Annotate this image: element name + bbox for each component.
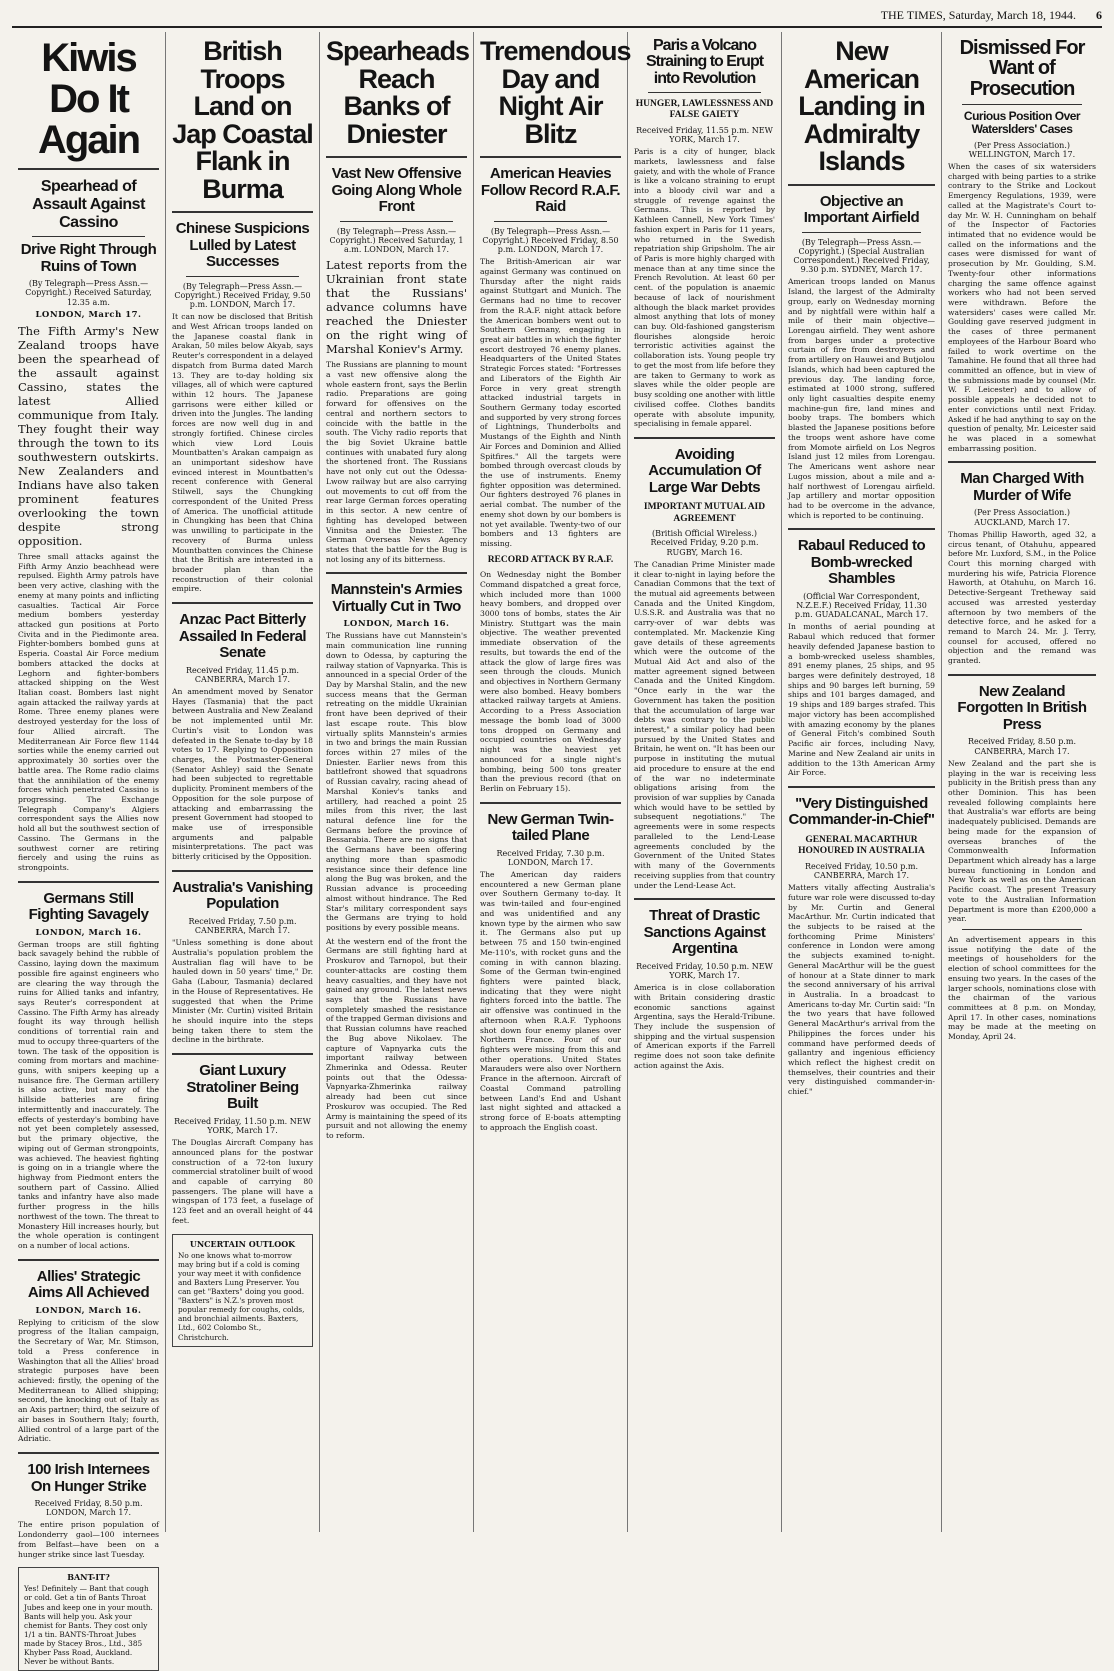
article-body: The American day raiders encountered a new German plane over Southern Germany to-day. It was twin-tailed and four-engined and was unidentified and any known type by the airmen who saw it. The Germans also put up between 75 and 150 twin-engined Me-110's, with rocket guns and the coming in with cannon blazing. Some of the German twin-engined fighters were painted black, indicating that they were night fighters forced into the battle. The air offensive was continued in the afternoon when R.A.F. Typhoons shot down four enemy planes over Northern France. Four of our fighters were missing from this and other operations. United States Marauders were also over Northern France in the afternoon. Aircraft of Coastal Command patrolling between Land's End and Ushant last night sighted and attacked a strong force of E-boats attempting to approach the English coast.: [480, 870, 621, 1132]
kicker: GENERAL MACARTHUR HONOURED IN AUSTRALIA: [798, 834, 925, 857]
column-2: [166, 32, 320, 1532]
subhead-chinese: Chinese Suspicions Lulled by Latest Successes: [175, 220, 310, 271]
headline-burma: British Troops Land on Jap Coastal Flank in Burma: [172, 36, 313, 204]
headline-paris: Paris a Volcano Straining to Erupt into Revolution: [645, 37, 764, 87]
byline: (Per Press Association.) WELLINGTON, March 17.: [968, 140, 1076, 159]
headline-dniester: Spearheads Reach Banks of Dniester: [326, 36, 470, 149]
article-body: Three small attacks against the Fifth Army Anzio beachhead were repulsed. Eighth Army patrols have been very active, clashing with the enemy at many points and inflicting casualties. Tactical Air Force medium bombers yesterday attacked gun positions at Porto Civita and in the Piedimonte area. Fighter-bombers bombed guns at Esperia. Coastal Air Force medium bombers attacked the docks at Leghorn and fighter-bombers attacked shipping on the West Italian coast. Bombers last night again attacked the railway yards at Rome. Three enemy planes were destroyed yesterday for the loss of four Allied aircraft. The Mediterranean Air Force flew 1144 sorties while the enemy carried out approximately 30 sorties over the battle area. The Rome radio claims that the annihilation of the enemy forces which penetrated Cassino is progressing. The Exchange Telegraph Company's Algiers correspondent says the Allies now hold all but the southwest section of Cassino. The Germans in the southwest corner are retiring fiercely and using the ruins as strongpoints.: [18, 551, 159, 872]
headline-twin-tailed: New German Twin-tailed Plane: [487, 810, 614, 845]
byline: (By Telegraph—Press Assn.—Copyright.) Received Friday, 9.50 p.m. LONDON, March 17.: [174, 281, 311, 310]
article-body: America is in close collaboration with Britain considering drastic economic sanctions against Argentina, says the Herald-Tribune. They include the suspension of shipping and the virtual suspension of American exports if the Farrell regime does not soon take definite action against the Axis.: [634, 983, 775, 1070]
headline-dismissed: Dismissed For Want of Prosecution: [959, 37, 1085, 100]
byline: (British Official Wireless.) Received Friday, 9.20 p.m. RUGBY, March 16.: [650, 529, 759, 557]
byline: (By Telegraph—Press Assn.—Copyright.) (Special Australian Correspondent.) Received Friday, 9.30 p.m. SYDNEY, March 17.: [793, 237, 930, 275]
subhead-drive: Drive Right Through Ruins of Town: [20, 241, 157, 275]
divider: [648, 92, 761, 93]
column-1: [12, 32, 166, 1667]
byline: Received Friday, 10.50 p.m. NEW YORK, March 17.: [636, 961, 773, 980]
divider: [962, 929, 1082, 930]
article-body: It can now be disclosed that British and West African troops landed on the Japanese coastal flank in Arakan, 50 miles below Akyab, says Reuter's correspondent in a delayed dispatch from Burma dated March 13. They are to-day holding six villages, all of which were captured within 12 hours. The Japanese garrisons were either killed or driven into the Jungles. The landing forces are now well dug in and strongly fortified. Chinese circles which view Lord Louis Mountbatten's Arakan campaign as an unimportant sideshow have evinced interest in Mountbatten's recent conference with General Stilwell, says the Chungking correspondent of the United Press of America. The unofficial attitude in Chungking has been that China was unwilling to participate in the recovery of Burma unless Mountbatten convinces the Chinese that the British are interested in a broader plan than the reconstruction of their colonial empire.: [172, 312, 313, 594]
article-body: The entire prison population of Londonderry gaol—100 internees from Belfast—have been on a hunger strike since last Tuesday.: [18, 1520, 159, 1559]
article-body: The Canadian Prime Minister made it clear to-night in laying before the Canadian Commons that the text of the mutual aid agreements between Canada and the United Kingdom, U.S.S.R. and Australia was that no carry-over of war debts was contemplated. Mr. Mackenzie King gave details of these agreements which were the outcome of the Mutual Aid Act and also of the matter agreement signed between Canada and the United Kingdom. "Once early in the war the Government has taken the position that the accumulation of large war debts was contrary to the public interest," a similar policy had been pursued by the United States and Britain, he went on. "It has been our purpose in instituting the mutual aid procedure to ensure at the end of the war no indeterminate obligations arising from the provision of war supplies by Canada which would have to be settled by subsequent negotiations." The agreements were in some respects paralleled to the Lend-Lease agreements concluded by the Government of the United States with many of the Governments receiving supplies from that country under the Lend-Lease Act.: [634, 559, 775, 890]
headline-stratoliner: Giant Luxury Stratoliner Being Built: [186, 1062, 299, 1113]
article-body: On Wednesday night the Bomber Command dispatched a great force, which included more than 1000 heavy bombers, and dropped over 3000 tons of bombs, states the Air Ministry. Stuttgart was the main objective. The weather prevented immediate observation of the results, but towards the end of the attack the glow of large fires was seen through the clouds. Munich and objectives in Northern Germany were also bombed. Heavy bombers attacked railway targets at Amiens. According to a Press Association message the bomb load of 3000 tons dropped on Germany and occupied countries on Wednesday night was the heaviest yet announced for a single night's bombing, being 500 tons greater than the previous record (that on Berlin on February 15).: [480, 570, 621, 793]
lead-paragraph: The Fifth Army's New Zealand troops have been the spearhead of the assault against Cassino, states the latest Allied communique from Italy. They fought their way through the town to its southwestern outskirts. New Zealanders and Indians have also taken prominent features overlooking the town despite strong opposition.: [18, 323, 159, 548]
article-body: "Unless something is done about Australia's population problem the Australian flag will have to be hauled down in 50 years' time," Dr. Gaha (Labour, Tasmania) declared in the House of Representatives. He suggested that when the Prime Minister (Mr. Curtin) visited Britain he should inquire into the steps being taken there to stem the decline in the birthrate.: [172, 938, 313, 1045]
column-6: [782, 32, 942, 1532]
article-body: In months of aerial pounding at Rabaul which reduced that former heavily defended Japanese bastion to a bomb-wrecked useless shambles, 891 enemy planes, 25 ships, and 95 barges were definitely destroyed, 18 ships and 90 barges left burning, 59 ships and 101 barges damaged, and 19 ships and 189 barges strafed. This major victory has been accomplished with amazing economy by the planes of General Fitch's combined South Pacific air forces, including Navy, Marine and New Zealand air units in addition to the 13th American Army Air Force.: [788, 622, 935, 778]
divider: [172, 1053, 313, 1055]
headline-germans-fighting: Germans Still Fighting Savagely: [28, 889, 149, 924]
advertisement-bantit: [18, 1567, 159, 1671]
article-body: Replying to criticism of the slow progress of the Italian campaign, the Secretary of War, Mr. Stimson, told a Press conference in Washington that all the Allies' broad strategic purposes have been achieved: firstly, the opening of the Mediterranean to Allied shipping; second, the knocking out of Italy as an Axis partner; third, the seizure of air bases in Southern Italy; fourth, Allied control of a large part of the Adriatic.: [18, 1317, 159, 1444]
divider: [326, 572, 467, 574]
divider: [186, 276, 299, 277]
article-body: German troops are still fighting back savagely behind the rubble of Cassino, laying down the maximum possible fire against engineers who are clearing the way through the ruins for Allied tanks and infantry, says Reuter's correspondent at Cassino. The Fifth Army has already fought its way through hellish conditions of torrential rain and mud to occupy three-quarters of the town. The task of the opposition is coming from mortars and machine-guns, with snipers keeping up a nuisance fire. The German artillery is also active, but many of the hillside batteries are firing intermittently and inaccurately. The effects of yesterday's bombing have not yet been completely assessed, but the primary objective, the wiping out of German strongpoints, was achieved. The heaviest fighting is going on in a triangle where the highway from Piedmont enters the southern part of Cassino. Allied tanks and infantry have also made further progress in the hills northwest of the town. The threat to Monastery Hill increases hourly, but the whole operation is contingent on a number of local actions.: [18, 939, 159, 1250]
divider: [340, 221, 453, 222]
byline: Received Friday, 11.45 p.m. CANBERRA, March 17.: [185, 665, 300, 684]
headline-commander: "Very Distinguished Commander-in-Chief": [788, 794, 935, 829]
headline-argentina: Threat of Drastic Sanctions Against Argentina: [643, 907, 766, 958]
lead-paragraph: Latest reports from the Ukrainian front state that the Russians' advance columns have reached the Dniester on the right wing of Marshal Koniev's Army.: [326, 258, 467, 357]
column-5: [628, 32, 782, 1532]
dateline: LONDON, March 16.: [343, 619, 450, 630]
byline: (By Telegraph—Press Assn.—Copyright.) Received Saturday, 12.35 a.m.: [25, 279, 152, 307]
column-3: [320, 32, 474, 1532]
article-body: An amendment moved by Senator Hayes (Tasmania) that the pact between Australia and New Zealand be not implemented until Mr. Curtin's visit to London was defeated in the Senate to-day by 18 votes to 17. Replying to Opposition charges, the Postmaster-General (Senator Ashley) said the Senate had been subjected to regrettable duplicity. Prominent members of the Opposition for the sole purpose of attacking and embarrassing the present Government had stooped to make use of irresponsible arguments and palpable misinterpretations. The pact was bitterly criticised by the Opposition.: [172, 686, 313, 862]
column-4: [474, 32, 631, 1532]
kicker: HUNGER, LAWLESSNESS AND FALSE GAIETY: [635, 98, 774, 121]
headline-air-blitz: Tremendous Day and Night Air Blitz: [480, 36, 631, 149]
subhead-curious: Curious Position Over Waterslders' Cases: [963, 109, 1081, 137]
divider: [18, 1259, 159, 1261]
divider: [480, 802, 621, 804]
byline: (Official War Correspondent, N.Z.E.F.) Received Friday, 11.30 p.m. GUADALCANAL, March 17.: [794, 591, 929, 620]
divider: [634, 898, 775, 900]
article-body: The Douglas Aircraft Company has announced plans for the postwar construction of a 72-ton luxury commercial stratoliner built of wood and capable of carrying 80 passengers. The plane will have a wingspan of 173 feet, a fuselage of 123 feet and an overall height of 44 feet.: [172, 1138, 313, 1225]
divider: [172, 870, 313, 872]
dateline: LONDON, March 17.: [35, 309, 142, 320]
ad-body: Yes! Definitely — Bant that cough or cold. Get a tin of Bants Throat Jubes and keep one in your mouth. Bants will help you. Ask your chemist for Bants. They cost only 1/1 a tin. BANTS-Throat Jubes made by Stacey Bros., Ltd., 385 Khyber Pass Road, Auckland. Never be without Bants.: [24, 1584, 153, 1667]
article-body: At the western end of the front the Germans are still fighting hard at Proskurov and Tarnopol, but their counter-attacks are costing them heavy casualties, and they have not gained any ground. The latest news says that the Russians have completely smashed the resistance of the trapped German divisions and that Russian columns have reached the Bug above Nikolaev. The capture of Vapnyarka cuts the important railway between Zhmerinka and Odessa. Reuter points out that the Odessa-Vapnyarka-Zhmerinka railway already had been cut since Proskurov was occupied. The Red Army is maintaining the speed of its pursuit and not allowing the enemy to reform.: [326, 936, 467, 1141]
headline-irish-internees: 100 Irish Internees On Hunger Strike: [27, 1461, 150, 1495]
article-body: Thomas Phillip Haworth, aged 32, a circus tenant, of Otahuhu, appeared before Mr. Luxford, S.M., in the Police Court this morning charged with murdering his wife, Patricia Florence Haworth, at Otahuhu, on March 16. Detective-Sergeant Tretheway said accused was arrested yesterday afternoon by two members of the detective force, and he asked for a remand to March 24. Mr. J. Terry, counsel for accused, offered no objection and the remand was granted.: [948, 529, 1096, 666]
byline: (Per Press Association.) AUCKLAND, March 17.: [974, 508, 1070, 527]
divider: [788, 786, 935, 788]
headline-kiwis: Kiwis Do It Again: [37, 36, 140, 162]
divider: [788, 528, 935, 530]
article-body: An advertisement appears in this issue notifying the date of the meetings of householders for the election of school committees for the ensuing two years. In the cases of the larger schools, nominations close with the chairman of the various committees at 8 p.m. on Monday, April 17. In other cases, nominations may be made at the meeting on Monday, April 24.: [948, 935, 1097, 1042]
headline-anzac-pact: Anzac Pact Bitterly Assailed In Federal Senate: [178, 611, 307, 662]
article-body: When the cases of six watersiders charged with being parties to a strike contrary to the Strike and Lockout Emergency Regulations, 1939, were called at the Magistrate's Court to-day Mr. W. H. Cunningham on behalf of the Inspector of Factories intimated that no evidence would be called on the informations and the cases were dismissed for want of prosecution by Mr. Goulding, S.M. Twenty-four other informations charging the same offence against workers who had not been served were withdrawn. Before the watersiders' cases were called Mr. Goulding gave reserved judgment in the cases of three permanent employees of the Harbour Board who failed to work overtime on the Tamahine. He found that all three had committed an offence, but in view of the submissions made by counsel (Mr. W. F. Leicester) and to allow of possible appeals he decided not to enter convictions until next Friday. Asked if he had anything to say on the question of penalty, Mr. Leicester said he was placed in a somewhat embarrassing position.: [948, 161, 1096, 453]
byline: Received Friday, 7.50 p.m. CANBERRA, March 17.: [188, 916, 297, 936]
byline: Received Friday, 7.30 p.m. LONDON, March 17.: [496, 848, 605, 867]
divider: [18, 881, 159, 883]
ad-title: BANT-IT?: [67, 1572, 110, 1583]
headline-nz-forgotten: New Zealand Forgotten In British Press: [957, 682, 1087, 733]
dateline: LONDON, March 16.: [35, 1305, 142, 1316]
divider: [634, 437, 775, 439]
divider: [172, 211, 313, 213]
divider: [962, 104, 1082, 105]
divider: [172, 602, 313, 604]
subhead-heavies: American Heavies Follow Record R.A.F. Raid: [480, 165, 621, 216]
page-number: 6: [1096, 8, 1102, 22]
kicker: IMPORTANT MUTUAL AID AGREEMENT: [643, 502, 766, 524]
headline-allies-aims: Allies' Strategic Aims All Achieved: [27, 1267, 150, 1302]
byline: (By Telegraph—Press Assn.—Copyright.) Received Saturday, 1 a.m. LONDON, March 17.: [329, 226, 464, 254]
divider: [948, 674, 1096, 676]
headline-mannstein: Mannstein's Armies Virtually Cut in Two: [330, 581, 463, 615]
masthead: [12, 4, 1102, 28]
dateline: LONDON, March 16.: [35, 927, 142, 938]
article-body: The British-American air war against Germany was continued on Thursday after the night raids against Stuttgart and Munich. The Germans had no time to recover from the R.A.F. night attack before the American bombers went out to Southern Germany, engaging in great air battles in which the fighter escort destroyed 76 enemy planes. Headquarters of the United States Strategic Forces stated: "Fortresses and Liberators of the Eighth Air Force in very great strength attacked industrial targets in Southern Germany today escorted and supported by very strong forces of Lightnings, Thunderbolts and Mustangs of the Eighth and Ninth Air Forces and Dominion and Allied Spitfires." All the targets were bombed through overcast clouds by the use of instruments. Enemy fighter opposition was determined. Our fighters destroyed 76 planes in aerial combat. The number of the enemy shot down by our bombers is not yet available. Twenty-two of our bombers and 13 fighters are missing.: [480, 257, 621, 549]
column-7: [942, 32, 1102, 1532]
divider: [494, 221, 607, 222]
article-body: The Russians are planning to mount a vast new offensive along the whole eastern front, says the Berlin radio. Preparations are going forward for offensives on the central and northern sectors to coincide with the battle in the south. The Vichy radio reports that the big Soviet Ukraine battle continues with unabated fury along the shortened front. The Russians have not only cut out the Odessa-Lwow railway but are also carrying out movements to cut off from the rear large German forces operating in this sector. A new centre of fighting has developed between Vinnitsa and the Dniester. The German Overseas News Agency states that the battle for the Bug is not losing any of its bitterness.: [326, 360, 467, 564]
divider: [948, 461, 1096, 463]
headline-population: Australia's Vanishing Population: [172, 878, 313, 913]
byline: Received Friday, 8.50 p.m. LONDON, March 17.: [34, 1499, 143, 1518]
headline-admiralty: New American Landing in Admiralty Islands: [798, 36, 925, 177]
subhead-spearhead: Spearhead of Assault Against Cassino: [32, 178, 145, 231]
headline-rabaul: Rabaul Reduced to Bomb-wrecked Shambles: [797, 537, 926, 588]
headline-murder: Man Charged With Murder of Wife: [960, 470, 1084, 504]
byline: Received Friday, 11.50 p.m. NEW YORK, March 17.: [174, 1116, 311, 1135]
byline: Received Friday, 8.50 p.m. CANBERRA, March 17.: [968, 737, 1076, 756]
subhead-airfield: Objective an Important Airfield: [803, 192, 920, 227]
masthead-title: THE TIMES, Saturday, March 18, 1944.: [880, 8, 1076, 22]
article-body: Paris is a city of hunger, black markets, lawlessness and false gaiety, and with the whole of France is like a volcano straining to erupt into a bloody civil war and a struggle of revenge against the Germans. This is reported by Kathleen Cannell, New York Times' fashion expert in Paris for 11 years, who returned in the Swedish repatriation ship Gripsholm. The air of Paris is more highly charged with menace than at any time since the French Revolution. At least 60 per cent. of the population is anaemic because of lack of nourishment although the black market provides almost anything that lots of money can buy. Old-fashioned gangsterism flourishes alongside heroic terroristic activities against the collaboration ists. Young people try to get the most from life before they are taken to Germany to work as slaves while the older people are busy scolding one another with little civilised coffee. Clothes bandits operate with absolute impunity, specialising in female apparel.: [634, 147, 775, 429]
article-body: New Zealand and the part she is playing in the war is receiving less publicity in the British press than any other Dominion. This has been revealed following complaints here that Australia's war efforts are being inadequately publicised. Demands are being made for the expansion of overseas branches of the Commonwealth Information Department which already has a large bureau functioning in London and New York as well as on the American Pacific coast. The present Treasury vote to the Australian Information Department is more than £200,000 a year.: [948, 758, 1096, 924]
divider: [480, 156, 621, 158]
divider: [32, 236, 145, 237]
article-body: American troops landed on Manus Island, the largest of the Admiralty group, early on Wednesday morning and by nightfall were within half a mile of their main objective—Lorengau airfield. They went ashore from barges under a protective curtain of fire from destroyers and from artillery on Hauwei and Butjolou Islands, which had been captured the previous day. The landing force, estimated at 1000 strong, suffered only light casualties despite enemy machine-gun fire, land mines and booby traps. The bombers which blasted the Japanese positions before the troops went ashore have come from Momote airfield on Los Negros Island just 12 miles from Lorengau. The Americans went ashore near Lugos mission, about a mile and a-half northwest of Lorengau airfield. Jap artillery and mortar opposition had to be overcome in the advance, which is reported to be continuing.: [788, 277, 935, 520]
divider: [326, 156, 467, 158]
byline: Received Friday, 11.55 p.m. NEW YORK, March 17.: [636, 125, 773, 144]
divider: [802, 232, 921, 233]
divider: [788, 184, 935, 186]
headline-war-debts: Avoiding Accumulation Of Large War Debts: [648, 445, 761, 496]
divider: [18, 1452, 159, 1454]
article-body: The Russians have cut Mannstein's main communication line running down to Odessa, by capturing the railway station of Vapnyarka. This is announced in a special Order of the Day by Marshal Stalin, and the new success means that the German retreating on the middle Ukrainian front have been deprived of their last escape route. This blow virtually splits Mannstein's armies in two and brings the main Russian forces within 27 miles of the Dniester. Earlier news from this battlefront showed that squadrons of Russian cavalry, racing ahead of Marshal Koniev's tanks and artillery, had reached a point 25 miles from this river, the last natural defence line for the Germans before the province of Bessarabia. There are no signs that the Germans have been offering anything more than spasmodic resistance since their defence line along the Bug was broken, and the Russian advance is proceeding almost without hindrance. The Red Star's military correspondent says the Germans are trying to hold positions by every possible means.: [326, 631, 467, 932]
byline: (By Telegraph—Press Assn.—Copyright.) Received Friday, 8.50 p.m. LONDON, March 17.: [482, 226, 619, 254]
divider: [18, 168, 159, 170]
article-body: Matters vitally affecting Australia's future war role were discussed to-day by Mr. Curtin and General MacArthur. Mr. Curtin indicated that the subjects to be raised at the forthcoming Prime Ministers' conference in London were among the subjects examined to-night. General MacArthur will be the guest of honour at a State dinner to mark the second anniversary of his arrival in Australia. In a broadcast to Americans to-day Mr. Curtin said: "In the two years that have followed General MacArthur's arrival from the Philippines the forces under his command have performed deeds of gallantry and ingenious efficiency which reflect the highest credit on themselves, their countries and their very distinguished commander-in-chief.": [788, 883, 935, 1097]
byline: Received Friday, 10.50 p.m. CANBERRA, March 17.: [804, 861, 919, 880]
section-kicker: RECORD ATTACK BY R.A.F.: [487, 554, 614, 565]
ad-body: No one knows what to-morrow may bring but if a cold is coming your way meet it with confidence and Baxters Lung Preserver. You can get "Baxters" doing you good. "Baxters" is N.Z.'s proven most popular remedy for coughs, colds, and bronchial ailments. Baxters, Ltd., 602 Colombo St., Christchurch.: [178, 1250, 305, 1342]
advertisement-baxters: [172, 1234, 313, 1347]
subhead-offensive: Vast New Offensive Going Along Whole Front: [331, 165, 462, 216]
ad-title: UNCERTAIN OUTLOOK: [189, 1238, 296, 1249]
